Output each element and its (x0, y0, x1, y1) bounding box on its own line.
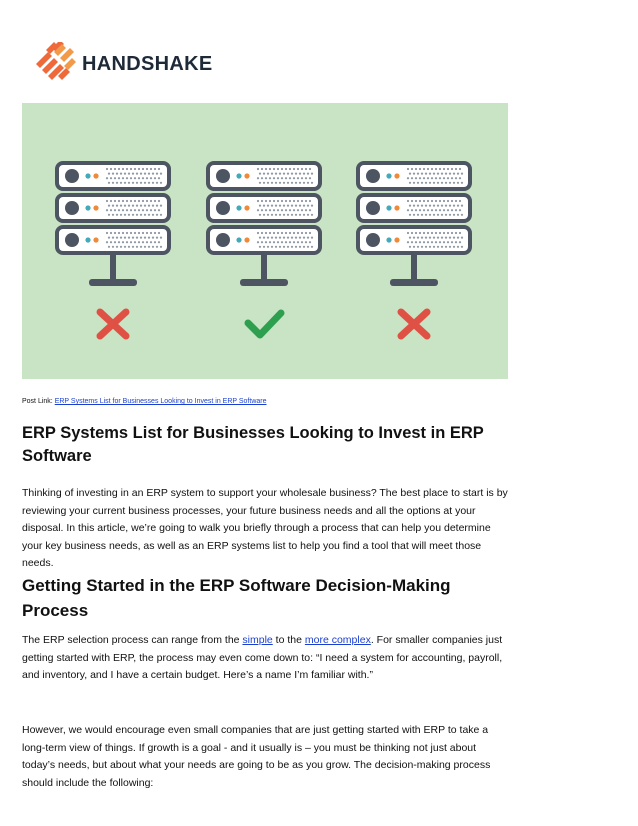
server-unit (208, 195, 320, 221)
post-link (22, 398, 267, 405)
check-icon (248, 313, 281, 335)
article-title: ERP Systems List for Businesses Looking to Invest in ERP Software (22, 424, 484, 465)
x-icon (100, 312, 126, 336)
handshake-mark-icon (32, 42, 76, 86)
server-rack-3 (358, 163, 470, 336)
server-comparison-illustration (22, 103, 508, 379)
server-unit (208, 163, 320, 189)
more-complex-link[interactable]: more complex (304, 634, 371, 646)
selection-paragraph (22, 632, 508, 685)
x-icon (401, 312, 427, 336)
brand-name: HANDSHAKE (82, 52, 213, 75)
section-heading: Getting Started in the ERP Software Decision-Making Process (22, 576, 451, 620)
paragraph-text: . For smaller companies just getting started with ERP, the process may even come down to: “I need a system for accounting, payroll, and inventory, and I have a certain budget. Here’s a name I’m familiar with.” (22, 634, 503, 682)
handshake-logo (32, 40, 212, 88)
simple-link[interactable]: simple (242, 634, 273, 646)
post-link-label: Post Link: (22, 398, 53, 405)
server-rack-1 (57, 163, 169, 336)
server-unit (358, 163, 470, 189)
long-term-paragraph: However, we would encourage even small companies that are just getting started with ERP to take a long-term view of things. If growth is a goal - and it usually is – you must be thinking not just about today’s needs, but about what your needs are going to be as you grow. The decision-making process should include the following: (22, 724, 491, 789)
server-unit (358, 195, 470, 221)
server-unit (57, 195, 169, 221)
server-rack-2 (208, 163, 320, 335)
server-unit (358, 227, 470, 253)
server-unit (57, 163, 169, 189)
server-unit (208, 227, 320, 253)
paragraph-text: to the (272, 634, 305, 646)
server-unit (57, 227, 169, 253)
post-link-anchor[interactable]: ERP Systems List for Businesses Looking to Invest in ERP Software (54, 398, 267, 405)
intro-paragraph: Thinking of investing in an ERP system to support your wholesale business? The best place to start is by reviewing your current business processes, your future business needs and all the options at your disposal. In this article, we’re going to walk you briefly through a process that can help you determine your key business needs, as well as an ERP systems list to help you find a tool that will meet those needs. (22, 487, 508, 570)
hero-image (22, 103, 508, 379)
paragraph-text: The ERP selection process can range from the (22, 634, 243, 646)
